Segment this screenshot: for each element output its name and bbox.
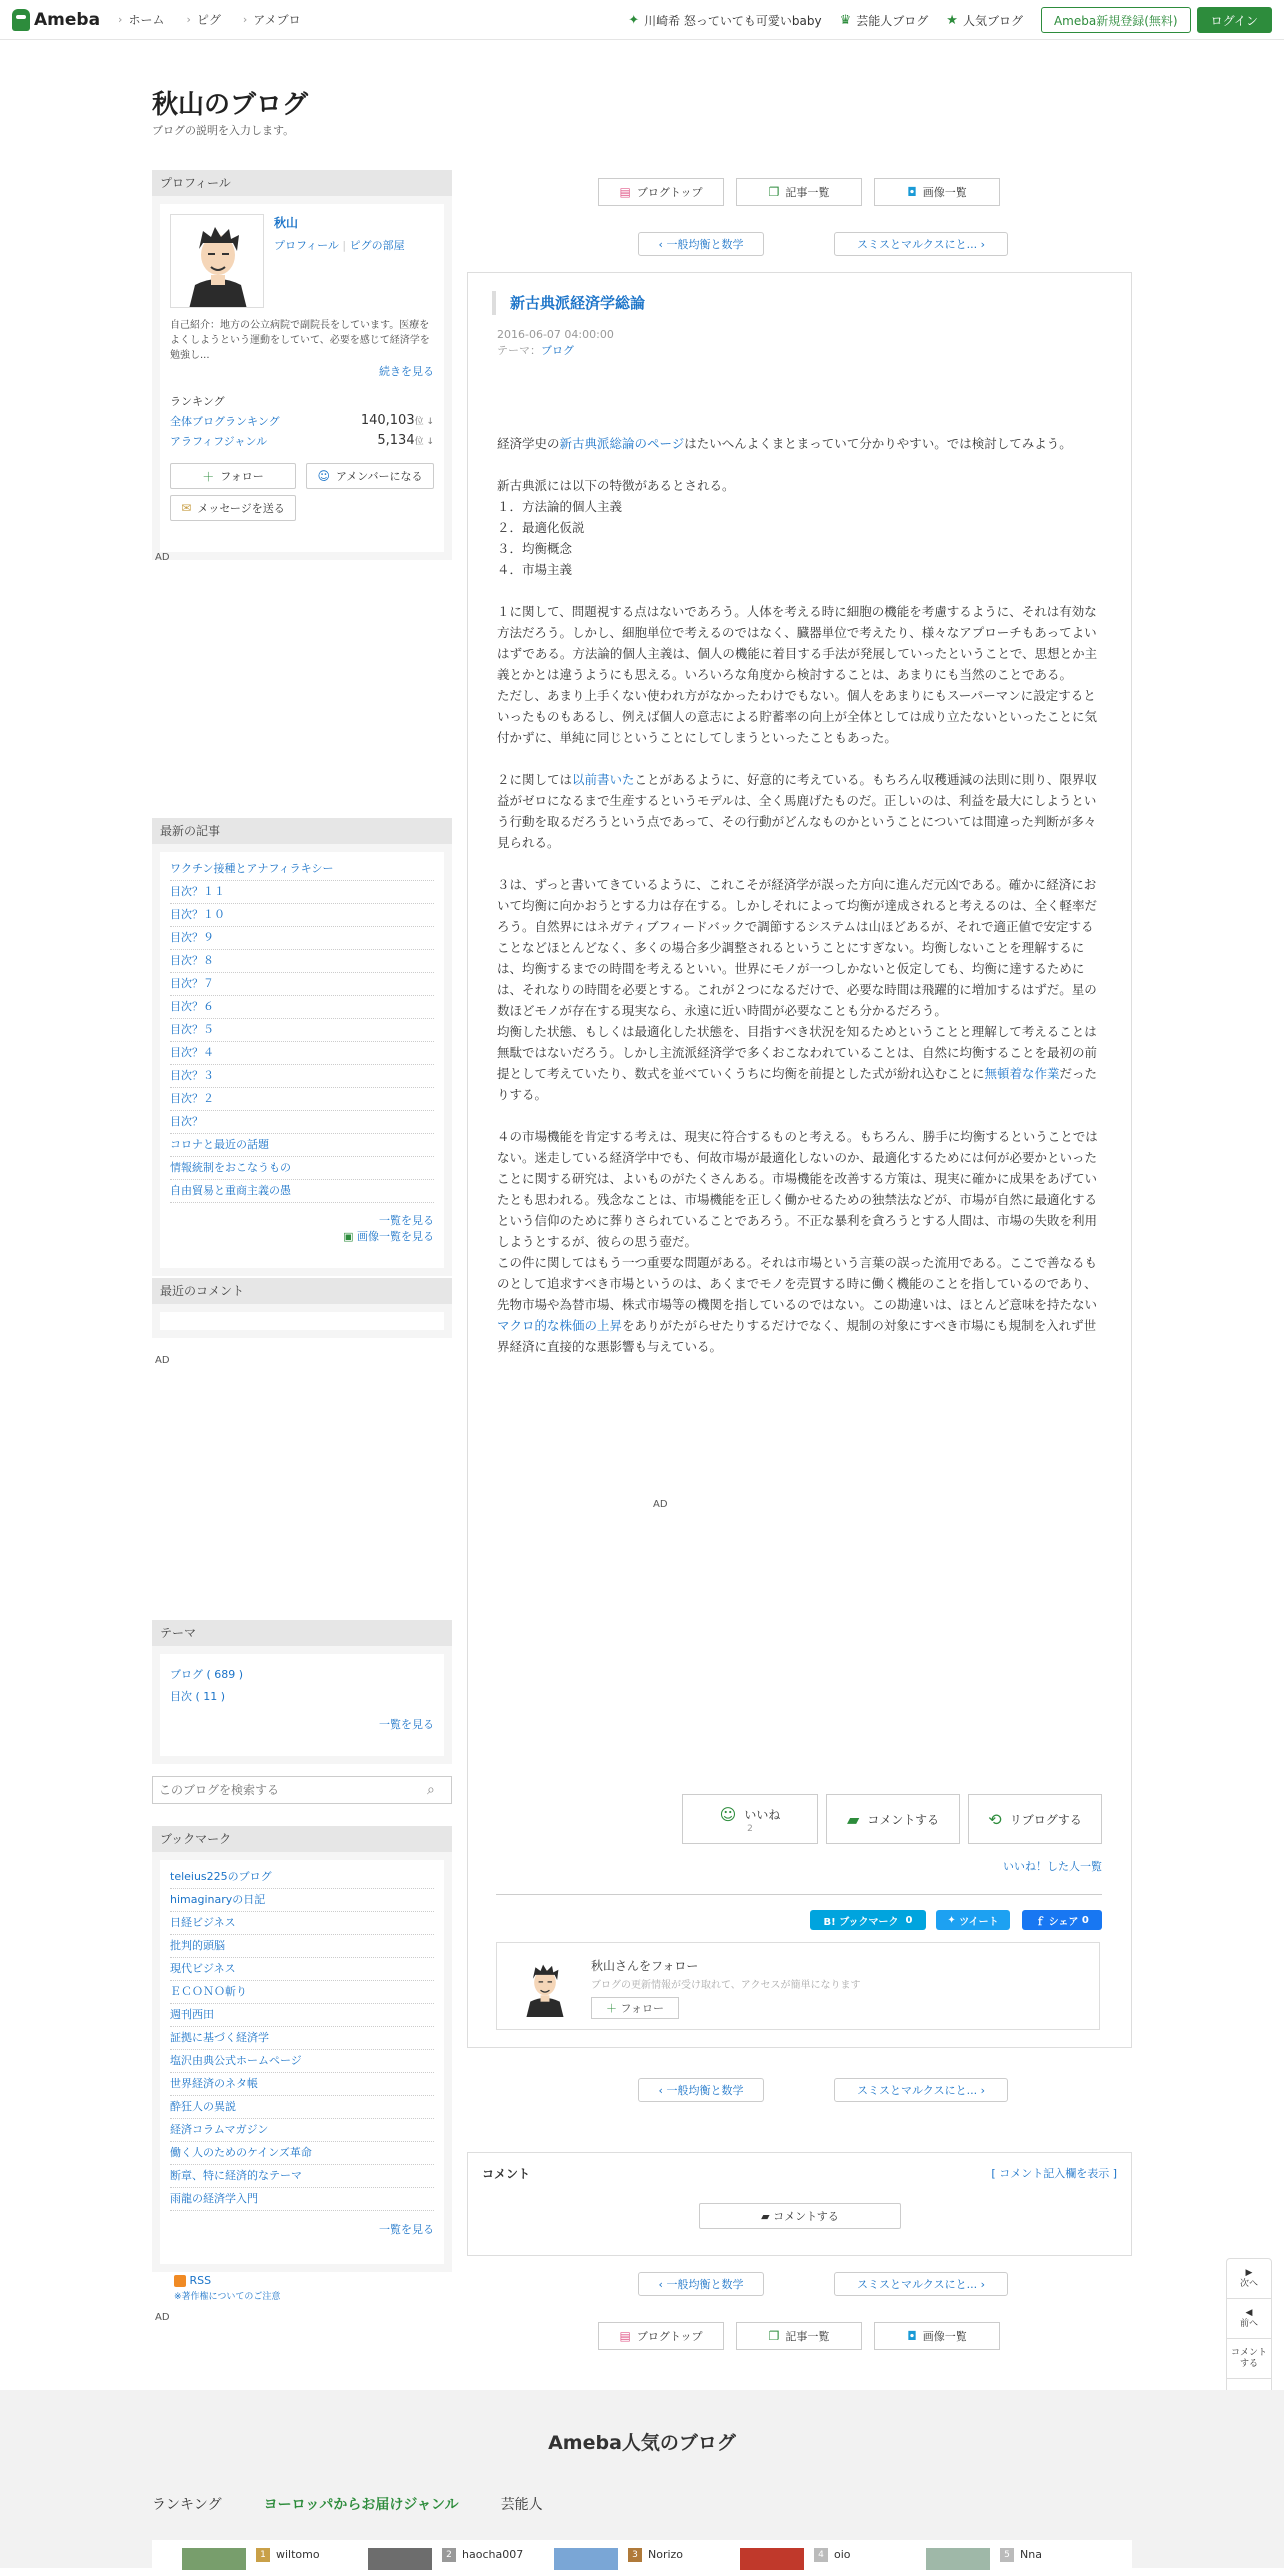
- prev-article-button[interactable]: [638, 2078, 764, 2102]
- prev-article-label: 一般均衡と数学: [666, 2278, 744, 2291]
- theme-more-link[interactable]: 一覧を見る: [379, 1718, 434, 1731]
- text-span: だったりする。: [497, 1066, 1098, 1102]
- recent-posts-module: [152, 818, 452, 1276]
- ranking-row-overall: [170, 413, 434, 429]
- recent-post-item[interactable]: 情報統制をおこなうもの: [170, 1157, 434, 1180]
- recent-comments-heading: 最近のコメント: [152, 1278, 452, 1304]
- chevron-right-icon: ›: [118, 13, 123, 26]
- rank-badge: 5: [1000, 2548, 1014, 2562]
- follow-card-label: フォロー: [620, 2002, 664, 2015]
- bookmark-item[interactable]: 酔狂人の異説: [170, 2096, 434, 2119]
- nav-pigg[interactable]: [186, 11, 220, 28]
- popular-blog-link[interactable]: [946, 12, 1023, 29]
- image-list-link[interactable]: 画像一覧を見る: [357, 1230, 434, 1243]
- comment-label: コメントする: [867, 1812, 939, 1827]
- article-paragraph: [497, 601, 1103, 748]
- theme-module: [152, 1620, 452, 1764]
- ranking-card[interactable]: [896, 2540, 1076, 2570]
- article-paragraph: [497, 1126, 1103, 1357]
- ad-label: AD: [155, 2312, 170, 2323]
- chevron-right-icon: ›: [980, 2277, 986, 2291]
- trending-label: 川崎希 怒っていても可愛いbaby: [644, 13, 822, 28]
- divider: [496, 1894, 1102, 1895]
- ranking-card[interactable]: [524, 2540, 704, 2570]
- follow-label: フォロー: [220, 470, 264, 483]
- bookmark-item[interactable]: 批判的頭脳: [170, 1935, 434, 1958]
- hatena-label: B! ブックマーク: [823, 1916, 899, 1928]
- crown-icon: ♛: [839, 12, 852, 28]
- profile-intro: 自己紹介：地方の公立病院で副院長をしています。医療をよくしようという運動をしていて、必要を感じて経済学を勉強し...: [170, 320, 430, 361]
- bookmark-heading: ブックマーク: [152, 1826, 452, 1852]
- ad-label: AD: [155, 552, 170, 563]
- facebook-count: 0: [1081, 1914, 1089, 1926]
- nav-home-label: ホーム: [128, 13, 165, 27]
- copyright-note-link[interactable]: ※著作権についてのご注意: [174, 2292, 281, 2302]
- chevron-left-icon: ‹: [658, 2083, 663, 2097]
- recent-post-item[interactable]: 目次？９: [170, 927, 434, 950]
- theme-item-index[interactable]: 目次 ( 11 ): [170, 1690, 226, 1703]
- footer-title: Ameba人気のブログ: [548, 2432, 736, 2454]
- float-next-label: 次へ: [1239, 2278, 1258, 2289]
- follow-description: ブログの更新情報が受け取れて、アクセスが簡単になります: [591, 1980, 861, 1991]
- text-span: ただし、あまり上手くない使われ方がなかったわけでもない。個人をあまりにもスーパーマンに設定するといったものもあるし、例えば個人の意志による貯蓄率の向上が全体としては成り立たないといったことに気付かずに、単純に同じということにしてしまうといったこともあった。: [497, 688, 1098, 745]
- global-nav: [118, 11, 323, 28]
- tweet-button[interactable]: [936, 1910, 1010, 1930]
- comment-section: [467, 2152, 1132, 2256]
- bookmark-item[interactable]: 雨龍の経済学入門: [170, 2188, 434, 2211]
- plus-icon: ＋: [606, 2002, 618, 2015]
- text-span: 均衡した状態、もしくは最適化した状態を、目指すべき状況を知るためということと理解して考えることは無駄ではないだろう。しかし主流派経済学で多くおこなわれていることは、自然に均衡することを最初の前提として考えていたり、数式を並べていくうちに均衡を前提とした式が紛れ込むことに: [497, 1024, 1098, 1081]
- celebrity-blog-label: 芸能人ブログ: [856, 13, 929, 28]
- article-paragraph: [497, 874, 1103, 1105]
- recent-posts-body: [152, 844, 452, 1276]
- image-list-icon: ▣: [343, 1230, 354, 1243]
- bookmark-item[interactable]: 断章、特に経済的なテーマ: [170, 2165, 434, 2188]
- article-theme-link[interactable]: ブログ: [541, 344, 574, 357]
- theme-inner: [160, 1654, 444, 1756]
- bookmark-item[interactable]: 証拠に基づく経済学: [170, 2027, 434, 2050]
- next-article-label: スミスとマルクスにと...: [856, 2084, 978, 2097]
- blog-thumbnail: [740, 2548, 804, 2570]
- ranking-overall-link[interactable]: 全体ブログランキング: [170, 415, 280, 428]
- recent-post-item[interactable]: 目次？８: [170, 950, 434, 973]
- comment-icon: ▰: [761, 2209, 770, 2223]
- ranking-card[interactable]: [338, 2540, 524, 2570]
- profile-module: [152, 170, 452, 560]
- theme-label: テーマ：: [497, 344, 541, 357]
- recent-posts-heading: 最新の記事: [152, 818, 452, 844]
- article-list-label: 記事一覧: [785, 186, 830, 199]
- pigg-room-link[interactable]: ピグの部屋: [349, 239, 405, 252]
- float-next-button[interactable]: [1227, 2259, 1271, 2299]
- text-line: 新古典派には以下の特徴があるとされる。: [497, 478, 735, 493]
- nav-ameblo-label: アメブロ: [253, 13, 301, 27]
- star-icon: ★: [946, 12, 958, 28]
- ranking-card[interactable]: [152, 2540, 332, 2570]
- hatena-count: 0: [905, 1914, 913, 1926]
- nav-ameblo[interactable]: [243, 11, 301, 28]
- follow-card: [496, 1942, 1100, 2030]
- blog-top-icon: ▤: [619, 2329, 631, 2343]
- ranking-title: ランキング: [170, 395, 225, 408]
- blog-top-label: ブログトップ: [636, 2330, 703, 2343]
- recent-post-item[interactable]: 目次？: [170, 1111, 434, 1134]
- text-span: ２に関しては: [497, 772, 573, 787]
- blog-search-input[interactable]: [159, 1783, 419, 1797]
- rank-badge: 3: [628, 2548, 642, 2562]
- blog-description: ブログの説明を入力します。: [152, 124, 295, 137]
- facebook-label: シェア: [1048, 1916, 1079, 1928]
- text-line: ３．均衡概念: [497, 541, 573, 556]
- recent-post-item[interactable]: コロナと最近の話題: [170, 1134, 434, 1157]
- next-article-button[interactable]: [834, 2272, 1008, 2296]
- blog-thumbnail: [182, 2548, 246, 2570]
- float-comment-button[interactable]: [1227, 2339, 1271, 2379]
- comment-button[interactable]: [826, 1794, 960, 1844]
- play-icon: ▶: [1245, 2267, 1253, 2278]
- blog-thumbnail: [554, 2548, 618, 2570]
- bookmark-item[interactable]: 働く人のためのケインズ革命: [170, 2142, 434, 2165]
- text-line: ４．市場主義: [497, 562, 573, 577]
- text-span: この件に関してはもう一つ重要な問題がある。それは市場という言葉の誤った流用である。ここで善なるものとして追求すべき市場というのは、あくまでモノを売買する時に働く機能のことを指しているのであり、先物市場や為替市場、株式市場等の機関を指しているのではない。この勘違いは、ほとんど意味を持たない: [497, 1255, 1098, 1312]
- message-button[interactable]: [170, 495, 296, 521]
- recent-post-item[interactable]: 目次？７: [170, 973, 434, 996]
- recent-comments-body: [152, 1304, 452, 1338]
- float-comment-label: コメントする: [1230, 2347, 1267, 2369]
- rank-badge: 4: [814, 2548, 828, 2562]
- next-article-label: スミスとマルクスにと...: [856, 238, 978, 251]
- ameba-logo-icon: [12, 9, 30, 31]
- avatar[interactable]: [170, 214, 264, 308]
- rank-badge: 2: [442, 2548, 456, 2562]
- back-icon: ◀: [1245, 2307, 1253, 2318]
- camera-icon: ◘: [907, 185, 917, 199]
- chevron-right-icon: ›: [242, 13, 248, 26]
- ad-label: AD: [653, 1499, 668, 1510]
- image-list-button[interactable]: [874, 178, 1000, 206]
- follow-button[interactable]: [170, 463, 296, 489]
- article-list-icon: ❐: [768, 185, 780, 199]
- logo-text: Ameba: [34, 9, 101, 30]
- rss-icon: [174, 2275, 186, 2287]
- write-comment-button[interactable]: [699, 2203, 901, 2229]
- next-article-button[interactable]: [834, 2078, 1008, 2102]
- bookmark-item[interactable]: 日経ビジネス: [170, 1912, 434, 1935]
- follow-avatar[interactable]: [515, 1955, 575, 2019]
- blog-name: Norizo: [648, 2548, 684, 2561]
- popular-blog-label: 人気ブログ: [962, 13, 1023, 28]
- facebook-icon: ｆ: [1035, 1916, 1046, 1928]
- float-prev-button[interactable]: [1227, 2299, 1271, 2339]
- rss-area: [174, 2274, 280, 2302]
- macro-stock-link[interactable]: マクロ的な株価の上昇: [497, 1318, 623, 1333]
- recent-post-item[interactable]: 目次？１０: [170, 904, 434, 927]
- facebook-share-button[interactable]: [1022, 1910, 1102, 1930]
- bookmark-item[interactable]: teleius225のブログ: [170, 1866, 434, 1889]
- recent-comments-inner: [160, 1312, 444, 1330]
- hatena-bookmark-button[interactable]: [810, 1910, 926, 1930]
- bookmark-item[interactable]: ＥＣＯＮＯ斬り: [170, 1981, 434, 2004]
- ranking-overall-value: 140,103: [360, 413, 415, 428]
- reblog-button[interactable]: [968, 1794, 1102, 1844]
- blog-top-icon: ▤: [619, 185, 631, 199]
- chevron-right-icon: ›: [186, 13, 191, 26]
- bookmark-more-link[interactable]: 一覧を見る: [379, 2223, 434, 2236]
- sparkle-icon: ✦: [628, 12, 640, 28]
- blog-name: haocha007: [462, 2548, 524, 2561]
- article-body: [497, 433, 1103, 1378]
- smile-icon: ☺: [719, 1804, 737, 1824]
- read-more-link[interactable]: 続きを見る: [379, 365, 434, 378]
- profile-name[interactable]: 秋山: [274, 216, 299, 230]
- article: [467, 272, 1132, 2048]
- blog-top-button[interactable]: [598, 178, 724, 206]
- recent-post-item[interactable]: ワクチン接種とアナフィラキシー: [170, 858, 434, 881]
- blog-search: [152, 1776, 452, 1804]
- chevron-left-icon: ‹: [658, 237, 663, 251]
- register-button[interactable]: Ameba新規登録(無料): [1041, 7, 1191, 33]
- ranking-cards: [152, 2540, 1132, 2570]
- text-line: １．方法論的個人主義: [497, 499, 623, 514]
- article-list-icon: ❐: [768, 2329, 780, 2343]
- text-span: をありがたがらせたりするだけでなく、規制の対象にすべき市場にも規制を入れず世界経済に直接的な悪影響も与えている。: [497, 1318, 1097, 1354]
- link-divider: |: [342, 239, 347, 252]
- theme-item-blog[interactable]: ブログ ( 689 ): [170, 1668, 244, 1681]
- amember-label: アメンバーになる: [335, 470, 423, 483]
- amember-button[interactable]: [306, 463, 434, 489]
- recent-posts-inner: [160, 852, 444, 1268]
- footer-tabs: [152, 2494, 585, 2514]
- bookmark-item[interactable]: himaginaryの日記: [170, 1889, 434, 1912]
- float-prev-label: 前へ: [1239, 2318, 1258, 2329]
- profile-body: [152, 196, 452, 560]
- nav-home[interactable]: [118, 11, 164, 28]
- rank-badge: 1: [256, 2548, 270, 2562]
- blog-name: oio: [834, 2548, 851, 2561]
- theme-heading: テーマ: [152, 1620, 452, 1646]
- article-title[interactable]: 新古典派経済学総論: [492, 291, 645, 315]
- trending-link[interactable]: [628, 12, 821, 29]
- article-paragraph: [497, 433, 1103, 454]
- popular-blogs-footer: [0, 2390, 1284, 2568]
- recent-post-item[interactable]: 目次？３: [170, 1065, 434, 1088]
- next-article-button[interactable]: [834, 232, 1008, 256]
- twitter-icon: ✦: [947, 1914, 956, 1926]
- envelope-icon: ✉: [181, 501, 192, 515]
- ad-label: AD: [155, 1355, 170, 1366]
- text-line: ２．最適化仮説: [497, 520, 585, 535]
- avatar-image: [515, 1955, 575, 2019]
- blog-name: Nna: [1020, 2548, 1042, 2561]
- like-label: いいね: [744, 1807, 781, 1822]
- like-button[interactable]: [682, 1794, 818, 1844]
- theme-body: [152, 1646, 452, 1764]
- prev-article-button[interactable]: [638, 2272, 764, 2296]
- tab-ranking[interactable]: ランキング: [152, 2497, 222, 2513]
- history-page-link[interactable]: 新古典派総論のページ: [559, 436, 685, 451]
- prev-article-label: 一般均衡と数学: [666, 238, 744, 251]
- blog-top-label: ブログトップ: [636, 186, 703, 199]
- camera-icon: ◘: [907, 2329, 917, 2343]
- ranking-card[interactable]: [710, 2540, 890, 2570]
- chevron-left-icon: ‹: [658, 2277, 663, 2291]
- blog-thumbnail: [926, 2548, 990, 2570]
- recent-post-item[interactable]: 目次？６: [170, 996, 434, 1019]
- article-paragraph: [497, 769, 1103, 853]
- article-list-button[interactable]: [736, 2322, 862, 2350]
- recent-post-item[interactable]: 目次？４: [170, 1042, 434, 1065]
- blog-top-button[interactable]: [598, 2322, 724, 2350]
- bookmark-item[interactable]: 現代ビジネス: [170, 1958, 434, 1981]
- recent-posts-more-link[interactable]: 一覧を見る: [379, 1214, 434, 1227]
- recent-post-item[interactable]: 目次？１１: [170, 881, 434, 904]
- text-span: ３は、ずっと書いてきているように、これこそが経済学が誤った方向に進んだ元凶である。確かに経済において均衡に向かおうとする力は存在する。しかしそれによって均衡が達成されると考えるのは、全く軽率だろう。自然界にはネガティブフィードバックで調節するシステムは山ほどあるが、それで適正値で安定することなどほとんどなく、多くの場合多少調整されるということにすぎない。均衡しないことを理解するには、均衡するまでの時間を考えるといい。世界にモノが一つしかないと仮定しても、均衡に達するためには、それなりの時間を必要とする。これが２つになるだけで、必要な時間は飛躍的に増加するはずだ。星の数ほどモノが存在する現実なら、永遠に近い時間が必要なことも分かるだろう。: [497, 877, 1098, 1018]
- text-span: はたいへんよくまとまっていて分かりやすい。では検討してみよう。: [684, 436, 1072, 451]
- global-header: [0, 0, 1284, 40]
- write-comment-label: コメントする: [773, 2210, 839, 2223]
- ranking-genre-link[interactable]: アラフィフジャンル: [170, 435, 268, 448]
- blog-title[interactable]: 秋山のブログ: [152, 90, 309, 120]
- bookmark-module: [152, 1826, 452, 2272]
- search-icon[interactable]: ⌕: [427, 1782, 435, 1798]
- article-date: 2016-06-07 04:00:00: [497, 328, 614, 341]
- recent-post-item[interactable]: 目次？５: [170, 1019, 434, 1042]
- comment-heading: コメント: [482, 2167, 531, 2181]
- login-button[interactable]: ログイン: [1197, 7, 1272, 33]
- prev-article-button[interactable]: [638, 232, 764, 256]
- nav-pigg-label: ピグ: [196, 13, 221, 27]
- previous-post-link[interactable]: 以前書いた: [572, 772, 635, 787]
- ranking-overall-unit: 位 ↓: [414, 417, 434, 427]
- careless-work-link[interactable]: 無頓着な作業: [984, 1066, 1060, 1081]
- like-list-link[interactable]: いいね！した人一覧: [1003, 1860, 1102, 1873]
- header-right: [628, 7, 1272, 33]
- recent-post-item[interactable]: 自由貿易と重商主義の愚: [170, 1180, 434, 1203]
- chevron-right-icon: ›: [980, 237, 986, 251]
- reblog-icon: ⟲: [988, 1809, 1002, 1829]
- show-comment-form-link[interactable]: [ コメント記入欄を表示 ]: [991, 2167, 1117, 2180]
- like-count: 2: [747, 1823, 753, 1834]
- article-paragraph: [497, 475, 1103, 580]
- text-span: 経済学史の: [497, 436, 560, 451]
- profile-heading: プロフィール: [152, 170, 452, 196]
- blog-name: wiltomo: [276, 2548, 320, 2561]
- bookmark-item[interactable]: 週刊西田: [170, 2004, 434, 2027]
- image-list-label: 画像一覧: [922, 186, 967, 199]
- profile-link[interactable]: プロフィール: [274, 239, 339, 252]
- text-span: ４の市場機能を肯定する考えは、現実に符合するものと考える。もちろん、勝手に均衡するということではない。迷走している経済学中でも、何故市場が最適化しないのか、最適化するためには何が必要かといったことに関する研究は、よいものがたくさんある。市場機能を改善する方策は、現実に確かに成果をあげていたとも思われる。残念なことは、市場機能を正しく働かせるための独禁法などが、市場が自然に最適化するという信仰のために葬りさられていることであろう。不正な暴利を貪ろうとする人間は、市場の失敗を利用しようとするが、彼らの思う壺だ。: [497, 1129, 1098, 1249]
- follow-title: 秋山さんをフォロー: [591, 1959, 699, 1973]
- article-list-button[interactable]: [736, 178, 862, 206]
- recent-post-item[interactable]: 目次？２: [170, 1088, 434, 1111]
- tab-celebrity[interactable]: 芸能人: [500, 2497, 543, 2513]
- chevron-right-icon: ›: [980, 2083, 986, 2097]
- prev-article-label: 一般均衡と数学: [666, 2084, 744, 2097]
- bookmark-item[interactable]: 経済コラムマガジン: [170, 2119, 434, 2142]
- message-label: メッセージを送る: [197, 502, 285, 515]
- text-span: １に関して、問題視する点はないであろう。人体を考える時に細胞の機能を考慮するように、それは有効な方法だろう。しかし、細胞単位で考えるのではなく、臓器単位で考えたり、様々なアプローチもあってよいはずである。方法論的個人主義は、個人の機能に着目する手法が発展していったということで、思想とか主義とかとは違うようにも思える。いろいろな角度から検討することは、あまりにも当然のことである。: [497, 604, 1098, 682]
- bookmark-item[interactable]: 世界経済のネタ帳: [170, 2073, 434, 2096]
- ranking-row-genre: [170, 433, 434, 449]
- image-list-button[interactable]: [874, 2322, 1000, 2350]
- blog-thumbnail: [368, 2548, 432, 2570]
- celebrity-blog-link[interactable]: [840, 12, 929, 29]
- reblog-label: リブログする: [1009, 1812, 1082, 1827]
- bookmark-inner: [160, 1860, 444, 2264]
- profile-inner: [160, 204, 444, 552]
- rss-link[interactable]: RSS: [189, 2274, 212, 2287]
- bookmark-body: [152, 1852, 452, 2272]
- next-article-label: スミスとマルクスにと...: [856, 2278, 978, 2291]
- image-list-label: 画像一覧: [922, 2330, 967, 2343]
- ameba-logo[interactable]: [12, 9, 100, 31]
- amember-icon: ☺: [317, 469, 330, 483]
- bookmark-item[interactable]: 塩沢由典公式ホームページ: [170, 2050, 434, 2073]
- comment-icon: ▰: [847, 1809, 860, 1829]
- avatar-image: [171, 215, 264, 308]
- tweet-label: ツイート: [959, 1916, 999, 1928]
- article-list-label: 記事一覧: [785, 2330, 830, 2343]
- tab-europe-genre[interactable]: ヨーロッパからお届けジャンル: [263, 2497, 459, 2513]
- ranking-genre-unit: 位 ↓: [414, 437, 434, 447]
- ranking-genre-value: 5,134: [377, 433, 415, 448]
- plus-icon: ＋: [202, 469, 215, 484]
- text-span: ことがあるように、好意的に考えている。もちろん収穫逓減の法則に則り、限界収益がゼロになるまで生産するというモデルは、全く馬鹿げたものだ。正しいのは、利益を最大にしようという行動を取るだろうという点であって、その行動がどんなものかということについては間違った判断が多々見られる。: [497, 772, 1098, 850]
- article-meta: [497, 327, 614, 359]
- recent-comments-module: [152, 1278, 452, 1338]
- follow-card-button[interactable]: [591, 1997, 679, 2019]
